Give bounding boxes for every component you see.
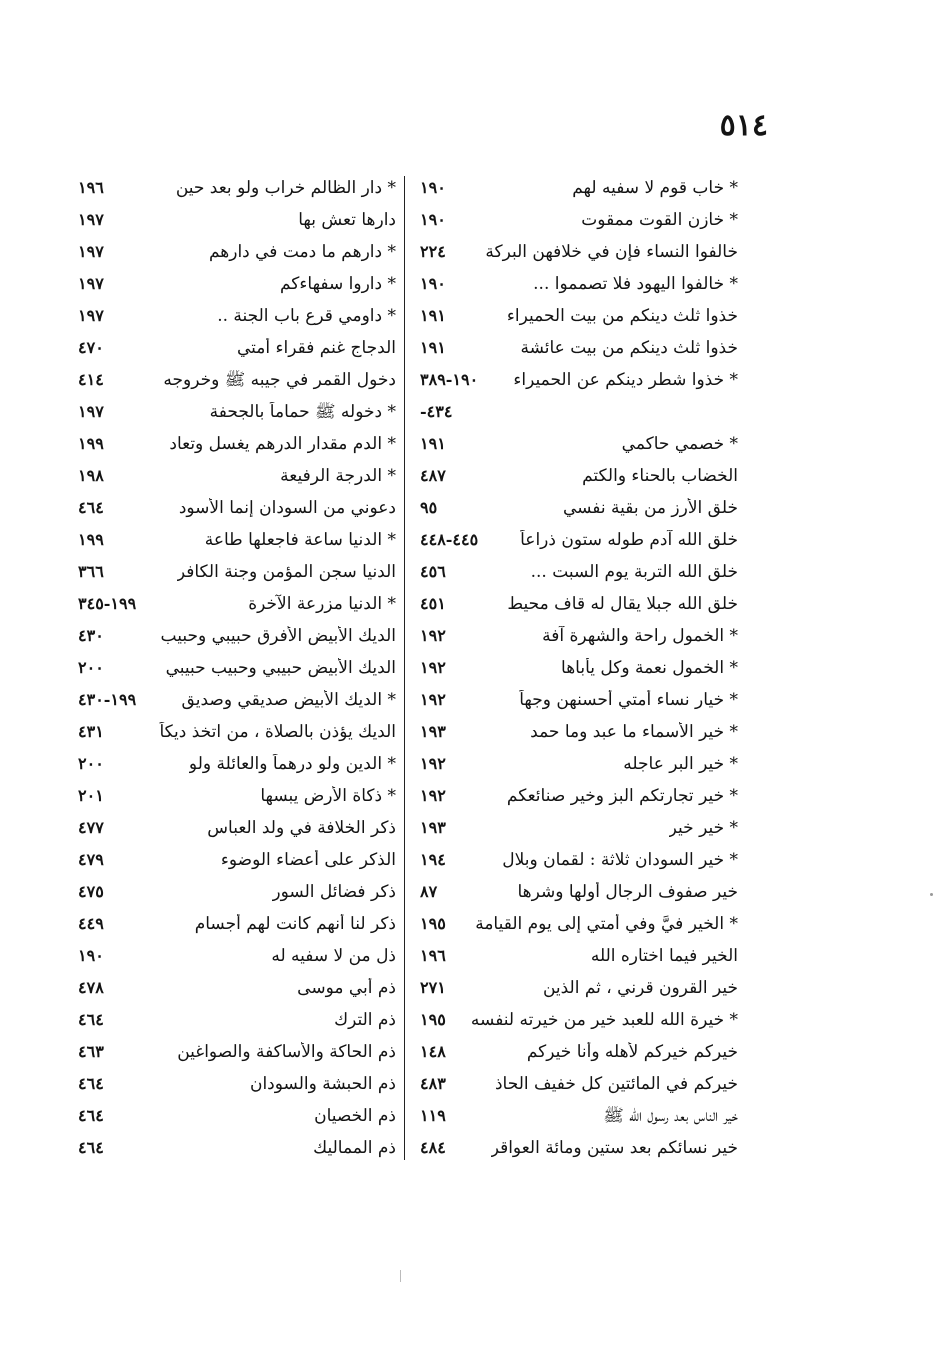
index-entry xyxy=(420,876,738,908)
index-column-left xyxy=(78,172,396,1164)
entry-phrase: خلق الله جبلا يقال له قاف محيط xyxy=(507,594,738,614)
entry-phrase: خلق الأرز من بقية نفسي xyxy=(562,498,738,518)
index-entry xyxy=(78,652,396,684)
entry-phrase: * خير السودان ثلاثة : لقمان وبلال xyxy=(502,850,738,870)
entry-phrase: * الديك الأبيض صديقي وصديق xyxy=(181,690,396,710)
entry-page-ref: ٤٣٤- xyxy=(420,402,453,421)
entry-phrase: الديك يؤذن بالصلاة ، من اتخذ ديكاً xyxy=(159,722,396,742)
entry-phrase: الديك الأبيض حبيبي وحبيب حبيبي xyxy=(165,658,396,678)
entry-phrase: دعوني من السودان إنما الأسود xyxy=(178,498,396,518)
entry-phrase: * داروا سفهاءكم xyxy=(279,274,396,294)
entry-phrase: * دارهم ما دمت في دارهم xyxy=(208,242,396,262)
index-entry xyxy=(420,268,738,300)
column-divider xyxy=(404,176,405,1160)
entry-phrase: ذم الحاكة والأساكفة والصواغين xyxy=(177,1042,396,1062)
index-entry xyxy=(420,620,738,652)
index-entry xyxy=(420,556,738,588)
entry-page-ref: ٤٣١ xyxy=(78,722,104,741)
entry-page-ref: ٢٠٠ xyxy=(78,754,104,773)
entry-page-ref: ٣٦٦ xyxy=(78,562,104,581)
entry-page-ref: ٢٧١ xyxy=(420,978,446,997)
entry-page-ref: ١٩٠ xyxy=(420,178,446,197)
entry-phrase: خير نسائكم بعد ستين ومائة العواقر xyxy=(490,1138,738,1158)
entry-phrase: * خيرة الله للعبد خير من خيرته لنفسه xyxy=(470,1010,738,1030)
index-entry xyxy=(78,524,396,556)
page-number: ٥١٤ xyxy=(719,108,768,143)
index-entry xyxy=(78,492,396,524)
entry-phrase: ذم الخصيان xyxy=(314,1106,396,1126)
entry-page-ref: ١٩٠ xyxy=(420,210,446,229)
entry-phrase: خير القرون قرني ، ثم الذين xyxy=(542,978,738,998)
entry-phrase: * خاب قوم لا سفيه لهم xyxy=(572,178,738,198)
entry-phrase: * دار الظالم خراب ولو بعد حين xyxy=(175,178,396,198)
index-entry xyxy=(78,268,396,300)
entry-page-ref: ١٩٢ xyxy=(420,658,446,677)
entry-phrase: * خصمي حاكمي xyxy=(621,434,738,454)
entry-phrase: * خذوا شطر دينكم عن الحميراء xyxy=(513,370,738,390)
index-entry xyxy=(78,172,396,204)
entry-phrase: * الدين ولو درهماً والعائلة ولو xyxy=(188,754,396,774)
entry-page-ref: ٤٥١ xyxy=(420,594,446,613)
entry-page-ref: ٤٧٩ xyxy=(78,850,104,869)
entry-page-ref: ٤٦٤ xyxy=(78,1074,104,1093)
index-entry xyxy=(78,460,396,492)
entry-phrase: الدجاج غنم فقراء أمتي xyxy=(237,338,396,358)
entry-phrase: * خازن القوت ممقوت xyxy=(581,210,738,230)
index-entry xyxy=(78,1068,396,1100)
entry-phrase: * خير تجارتكم البز وخير صنائعكم xyxy=(506,786,738,806)
entry-phrase: * الخمول راحة والشهرة آفة xyxy=(542,626,738,646)
entry-page-ref: ١٩١ xyxy=(420,434,446,453)
index-entry xyxy=(78,1100,396,1132)
index-entry xyxy=(78,204,396,236)
entry-phrase: الديك الأبيض الأفرق حبيبي وحبيب xyxy=(160,626,396,646)
entry-page-ref: ١٩٠-٣٨٩ xyxy=(420,370,479,389)
entry-page-ref: ١٩٩ xyxy=(78,434,104,453)
entry-phrase: الدنيا سجن المؤمن وجنة الكافر xyxy=(176,562,396,582)
index-entry xyxy=(420,172,738,204)
entry-phrase: * الخير فيَّ وفي أمتي إلى يوم القيامة xyxy=(475,914,738,934)
entry-page-ref: ٤٨٣ xyxy=(420,1074,446,1093)
entry-page-ref: ١٩٧ xyxy=(78,402,104,421)
index-entry xyxy=(420,396,738,428)
entry-phrase: خالفوا النساء فإن في خلافهن البركة xyxy=(485,242,738,262)
entry-page-ref: ١٩٦ xyxy=(420,946,446,965)
entry-page-ref: ٩٥ xyxy=(420,498,438,517)
entry-phrase: * خيار نساء أمتي أحسنهن وجهاً xyxy=(519,690,738,710)
entry-page-ref: ١٩٠ xyxy=(78,946,104,965)
entry-page-ref: ٤٧٥ xyxy=(78,882,104,901)
entry-page-ref: ٤٥٦ xyxy=(420,562,446,581)
entry-phrase: ذل من لا سفيه له xyxy=(271,946,396,966)
entry-page-ref: ١٩٢ xyxy=(420,626,446,645)
entry-phrase: * دخوله ﷺ حماماً بالجحفة xyxy=(209,402,396,422)
entry-phrase: دخول القمر في جيبه ﷺ وخروجه xyxy=(163,370,396,390)
entry-page-ref: ٤٨٤ xyxy=(420,1138,446,1157)
entry-page-ref: ٢٠٠ xyxy=(78,658,104,677)
entry-phrase: * الدنيا ساعة فاجعلها طاعة xyxy=(204,530,396,550)
entry-phrase: * خير الأسماء ما عبد وما حمد xyxy=(530,722,738,742)
index-entry xyxy=(420,1004,738,1036)
entry-phrase: * خير البر عاجله xyxy=(623,754,738,774)
entry-phrase: الذكر على أعضاء الوضوء xyxy=(220,850,396,870)
entry-phrase: ذم الحبشة والسودان xyxy=(249,1074,396,1094)
entry-page-ref: ٤٧٨ xyxy=(78,978,104,997)
index-entry xyxy=(420,812,738,844)
index-entry xyxy=(420,748,738,780)
entry-page-ref: ٤٤٩ xyxy=(78,914,104,933)
entry-page-ref: ٤٤٥-٤٤٨ xyxy=(420,530,479,549)
index-entry xyxy=(420,652,738,684)
index-entry xyxy=(420,684,738,716)
index-entry xyxy=(78,1004,396,1036)
index-entry xyxy=(420,1068,738,1100)
entry-phrase: ذكر فضائل السور xyxy=(272,882,396,902)
entry-phrase: ذم الترك xyxy=(334,1010,396,1030)
index-entry xyxy=(420,460,738,492)
index-entry xyxy=(78,556,396,588)
index-entry xyxy=(78,780,396,812)
index-entry xyxy=(78,428,396,460)
entry-page-ref: ١٩٩ xyxy=(78,530,104,549)
index-entry xyxy=(78,972,396,1004)
entry-phrase: * خير خير xyxy=(668,818,738,838)
entry-page-ref: ١٩٧ xyxy=(78,210,104,229)
margin-mark xyxy=(930,893,933,896)
entry-page-ref: ١٩٥ xyxy=(420,1010,446,1029)
index-entry xyxy=(420,236,738,268)
entry-phrase: * خالفوا اليهود فلا تصمموا ... xyxy=(533,274,738,294)
index-entry xyxy=(78,812,396,844)
entry-page-ref: ١٤٨ xyxy=(420,1042,446,1061)
entry-page-ref: ٤٦٣ xyxy=(78,1042,104,1061)
entry-phrase: خذوا ثلث دينكم من بيت الحميراء xyxy=(506,306,738,326)
entry-phrase: * الدم مقدار الدرهم يغسل وتعاد xyxy=(169,434,396,454)
index-entry xyxy=(78,844,396,876)
entry-page-ref: ٤٣٠ xyxy=(78,626,104,645)
index-entry xyxy=(78,364,396,396)
index-entry xyxy=(78,940,396,972)
entry-phrase: * الدنيا مزرعة الآخرة xyxy=(248,594,396,614)
index-entry xyxy=(420,844,738,876)
entry-phrase: ذم المماليك xyxy=(313,1138,396,1158)
index-entry xyxy=(420,1132,738,1164)
entry-phrase: * داومي قرع باب الجنة .. xyxy=(217,306,396,326)
index-entry xyxy=(420,524,738,556)
index-entry xyxy=(420,972,738,1004)
entry-page-ref: ٤٦٤ xyxy=(78,1010,104,1029)
entry-phrase: خيركم في المائتين كل خفيف الحاذ xyxy=(494,1074,738,1094)
index-entry xyxy=(78,588,396,620)
entry-phrase: ذكر لنا أنهم كانت لهم أجسام xyxy=(194,914,396,934)
entry-phrase: خيركم خيركم لأهله وأنا خيركم xyxy=(526,1042,738,1062)
entry-page-ref: ٤١٤ xyxy=(78,370,104,389)
entry-page-ref: ١٩٥ xyxy=(420,914,446,933)
index-entry xyxy=(78,236,396,268)
index-entry xyxy=(78,300,396,332)
index-entry xyxy=(78,1036,396,1068)
index-entry xyxy=(420,1100,738,1132)
scan-mark xyxy=(400,1270,401,1282)
entry-page-ref: ١٩٩-٣٤٥ xyxy=(78,594,137,613)
index-entry xyxy=(420,332,738,364)
entry-page-ref: ٤٦٤ xyxy=(78,1138,104,1157)
entry-page-ref: ١٩٢ xyxy=(420,786,446,805)
entry-phrase: الخضاب بالحناء والكتم xyxy=(582,466,738,486)
entry-page-ref: ٤٧٠ xyxy=(78,338,104,357)
entry-phrase: ذكر الخلافة في ولد العباس xyxy=(207,818,396,838)
entry-page-ref: ١٩٧ xyxy=(78,306,104,325)
entry-page-ref: ٢٠١ xyxy=(78,786,104,805)
index-entry xyxy=(420,204,738,236)
index-column-right xyxy=(420,172,738,1164)
index-entry xyxy=(78,396,396,428)
index-entry xyxy=(78,1132,396,1164)
entry-page-ref: ٤٧٧ xyxy=(78,818,104,837)
index-entry xyxy=(78,748,396,780)
entry-page-ref: ٢٢٤ xyxy=(420,242,446,261)
entry-phrase: خير الناس بعد رسول الله ﷺ xyxy=(603,1106,738,1126)
index-entry xyxy=(420,716,738,748)
entry-page-ref: ١٩٣ xyxy=(420,722,446,741)
index-entry xyxy=(420,300,738,332)
entry-page-ref: ١٩٤ xyxy=(420,850,446,869)
entry-phrase: خير صفوف الرجال أولها وشرها xyxy=(517,882,738,902)
entry-page-ref: ١٩٩-٤٣٠ xyxy=(78,690,137,709)
index-entry xyxy=(78,716,396,748)
index-entry xyxy=(420,780,738,812)
entry-page-ref: ١٩٢ xyxy=(420,690,446,709)
index-entry xyxy=(420,428,738,460)
entry-page-ref: ٤٦٤ xyxy=(78,1106,104,1125)
entry-phrase: خذوا ثلث دينكم من بيت عائشة xyxy=(520,338,738,358)
entry-page-ref: ٤٦٤ xyxy=(78,498,104,517)
index-entry xyxy=(78,908,396,940)
entry-page-ref: ٨٧ xyxy=(420,882,438,901)
entry-phrase: دارها تعش بها xyxy=(298,210,396,230)
entry-phrase: * الدرجة الرفيعة xyxy=(280,466,396,486)
index-entry xyxy=(78,876,396,908)
entry-phrase: خلق الله التربة يوم السبت ... xyxy=(530,562,738,582)
entry-phrase: * ذكاة الأرض يبسها xyxy=(260,786,396,806)
index-entry xyxy=(78,620,396,652)
index-entry xyxy=(78,684,396,716)
index-entry xyxy=(420,1036,738,1068)
entry-page-ref: ١٩٧ xyxy=(78,242,104,261)
entry-phrase: * الخمول نعمة وكل يأباها xyxy=(561,658,738,678)
entry-page-ref: ١٩٦ xyxy=(78,178,104,197)
entry-page-ref: ١٩٢ xyxy=(420,754,446,773)
entry-page-ref: ٤٨٧ xyxy=(420,466,446,485)
entry-page-ref: ١٩٠ xyxy=(420,274,446,293)
entry-phrase: ذم أبي موسى xyxy=(297,978,396,998)
index-entry xyxy=(420,364,738,396)
entry-phrase: خلق الله آدم طوله ستون ذراعاً xyxy=(520,530,738,550)
entry-page-ref: ١٩١ xyxy=(420,306,446,325)
entry-page-ref: ١٩٧ xyxy=(78,274,104,293)
index-entry xyxy=(420,588,738,620)
entry-page-ref: ١٩٣ xyxy=(420,818,446,837)
entry-phrase: الخير فيما اختاره الله xyxy=(590,946,738,966)
index-entry xyxy=(420,492,738,524)
index-entry xyxy=(78,332,396,364)
entry-page-ref: ١٩٨ xyxy=(78,466,104,485)
index-entry xyxy=(420,940,738,972)
entry-page-ref: ١٩١ xyxy=(420,338,446,357)
entry-page-ref: ١١٩ xyxy=(420,1106,446,1125)
index-entry xyxy=(420,908,738,940)
